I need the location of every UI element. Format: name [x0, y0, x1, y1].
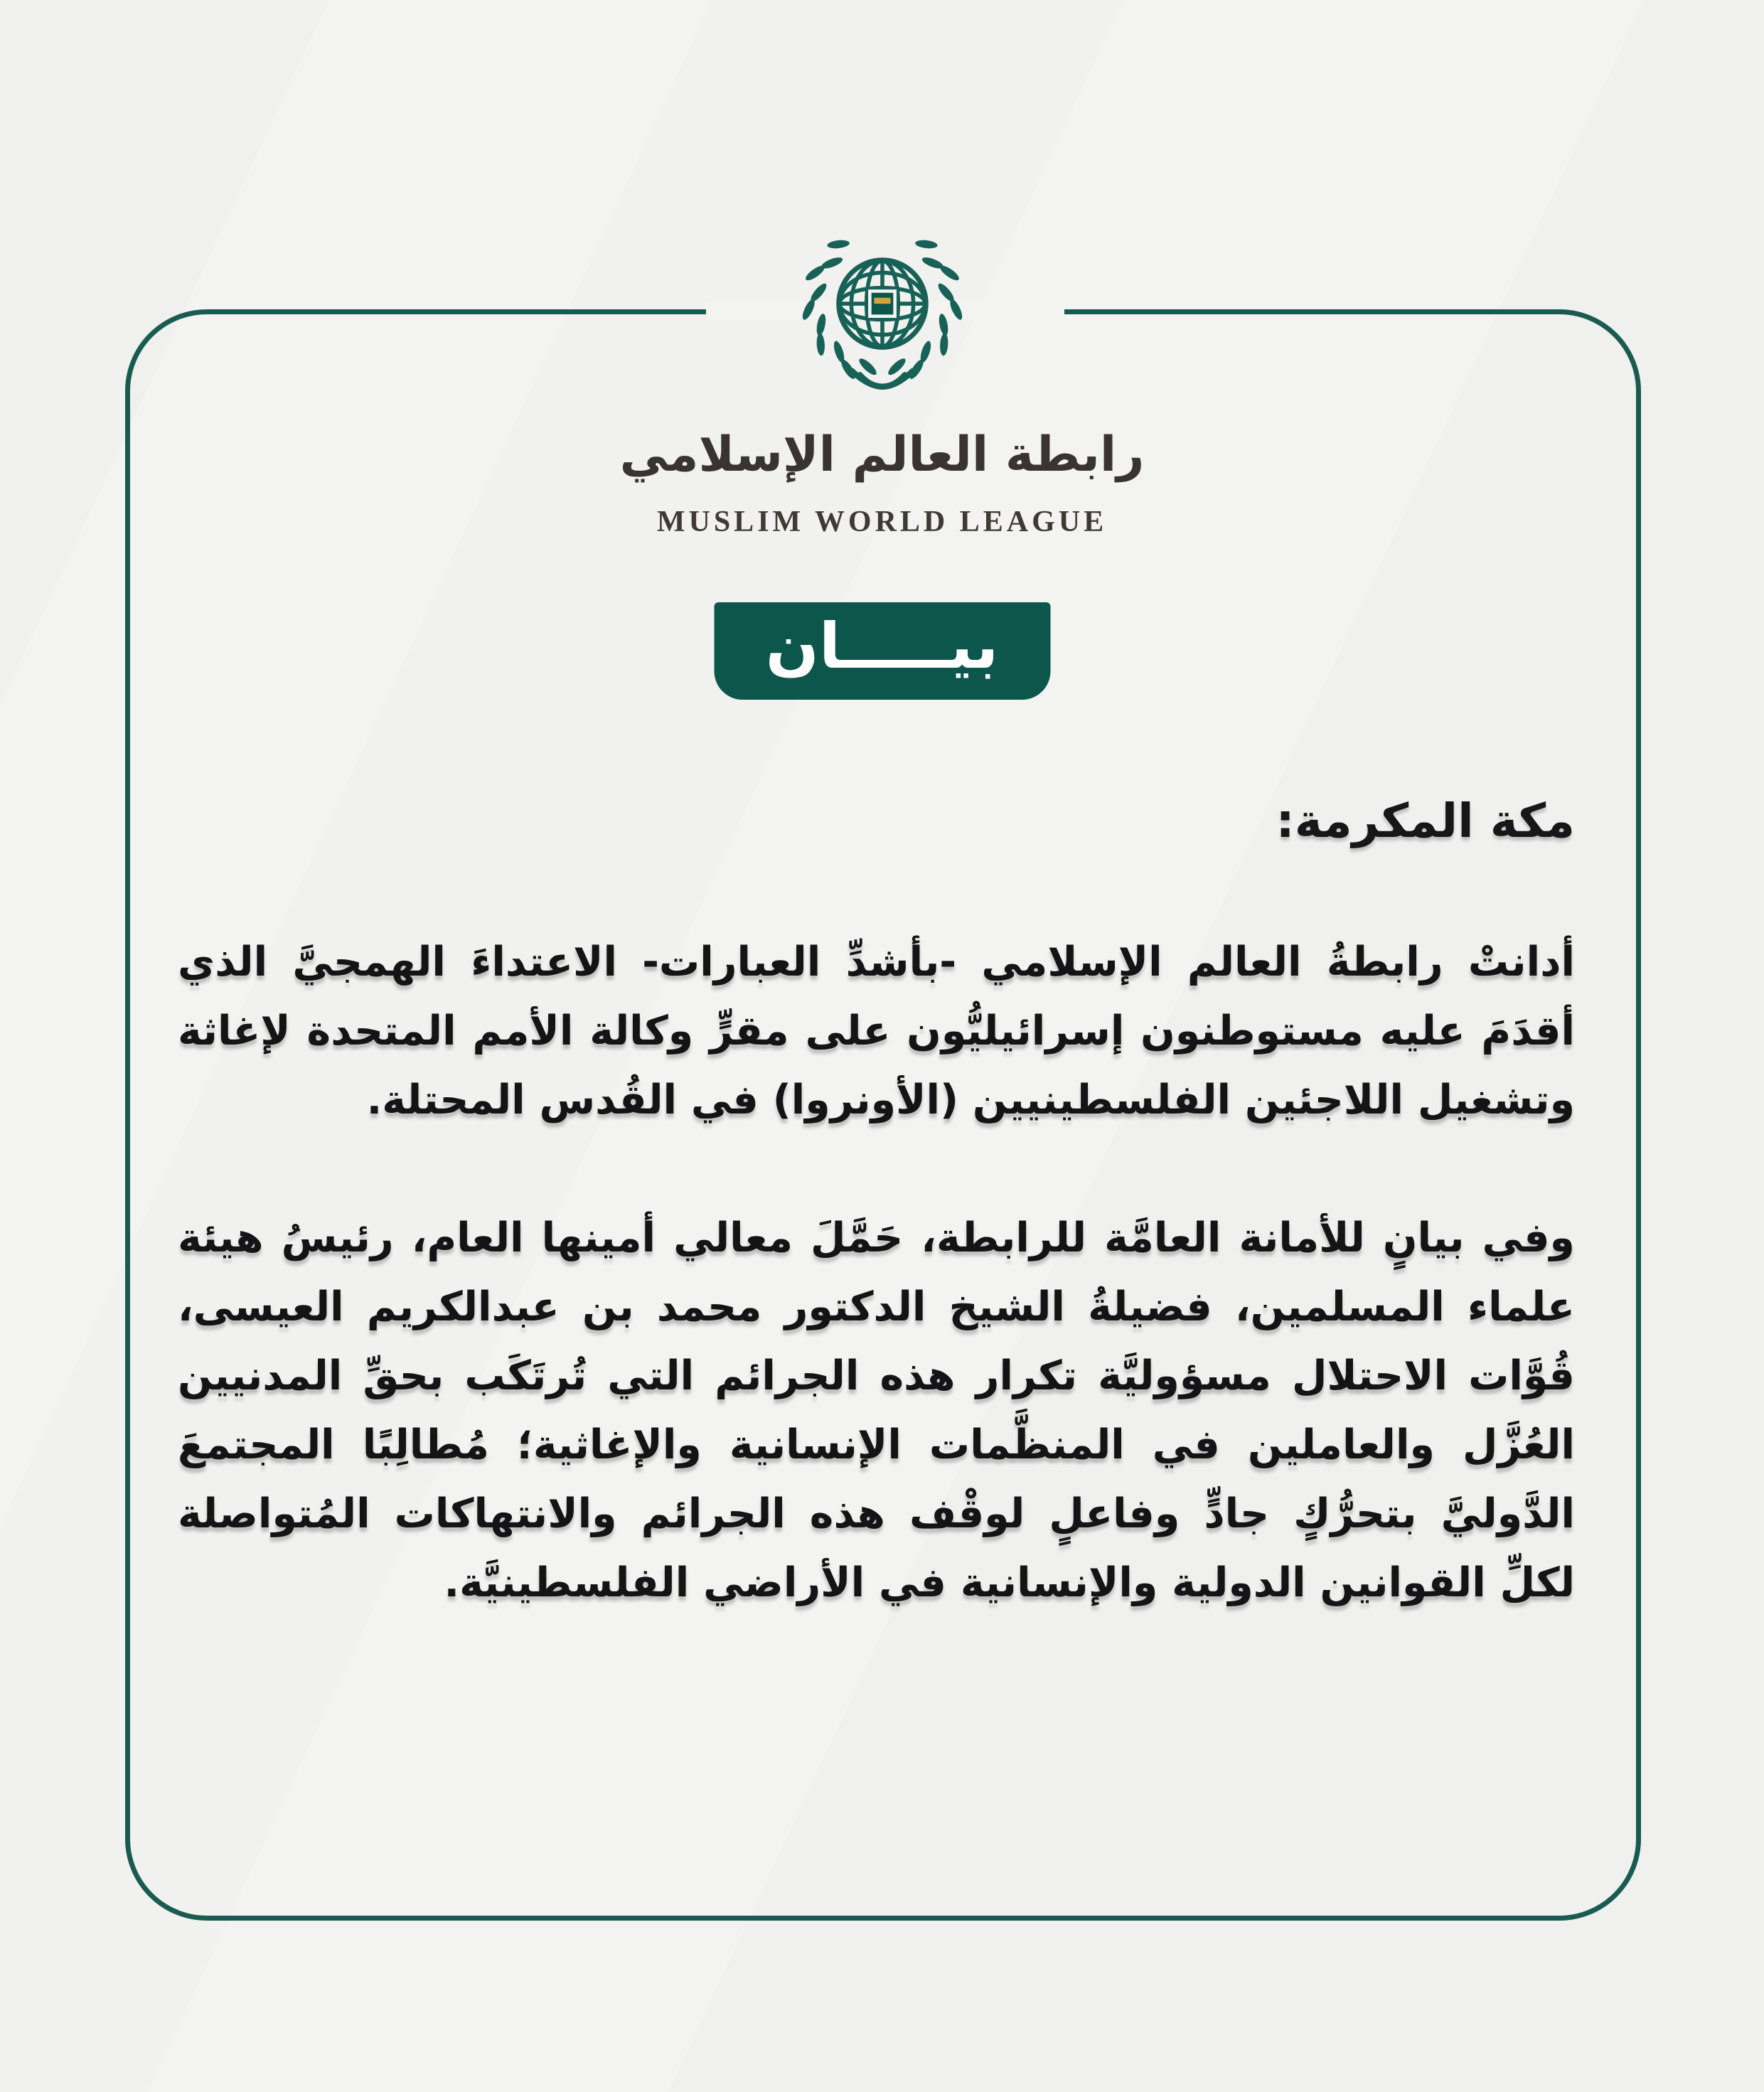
- location-heading: مكة المكرمة:: [1276, 794, 1575, 848]
- kaaba-gold-band: [874, 298, 890, 304]
- mwl-emblem-icon: [790, 219, 975, 417]
- statement-type-banner: [714, 602, 1050, 700]
- statement-paragraph: أدانتْ رابطةُ العالم الإسلامي -بأشدِّ العبارات- الاعتداءَ الهمجيَّ الذي أقدَمَ عليه مستوطنون إسرائيليُّون على مقرٍّ وكالة الأمم المتحدة لإغاثة وتشغيل اللاجئين الفلسطينيين (الأونروا) في القُدس المحتلة.: [178, 939, 1575, 1124]
- kaaba-icon: [870, 291, 894, 316]
- mwl-logo: [0, 219, 1764, 539]
- statement-paragraph: وفي بيانٍ للأمانة العامَّة للرابطة، حَمَّلَ معالي أمينها العام، رئيسُ هيئة علماء المسلمين، فضيلةُ الشيخ الدكتور محمد بن عبدالكريم العيسى، قُوَّات الاحتلال مسؤوليَّة تكرار هذه الجرائم التي تُرتَكَب بحقِّ المدنيين العُزَّل والعاملين في المنظَّمات الإنسانية والإغاثية؛ مُطالِبًا المجتمعَ الدَّوليَّ بتحرُّكٍ جادٍّ وفاعلٍ لوقْف هذه الجرائم والانتهاكات المُتواصلة لكلِّ القوانين الدولية والإنسانية في الأراضي الفلسطينيَّة.: [178, 1215, 1575, 1606]
- statement-body: [178, 786, 1575, 1687]
- banner-label: بيـــــان: [765, 609, 999, 683]
- mwl-calligraphy: رابطة العالم الإسلامي: [619, 427, 1145, 483]
- mwl-name-en: MUSLIM WORLD LEAGUE: [656, 506, 1108, 538]
